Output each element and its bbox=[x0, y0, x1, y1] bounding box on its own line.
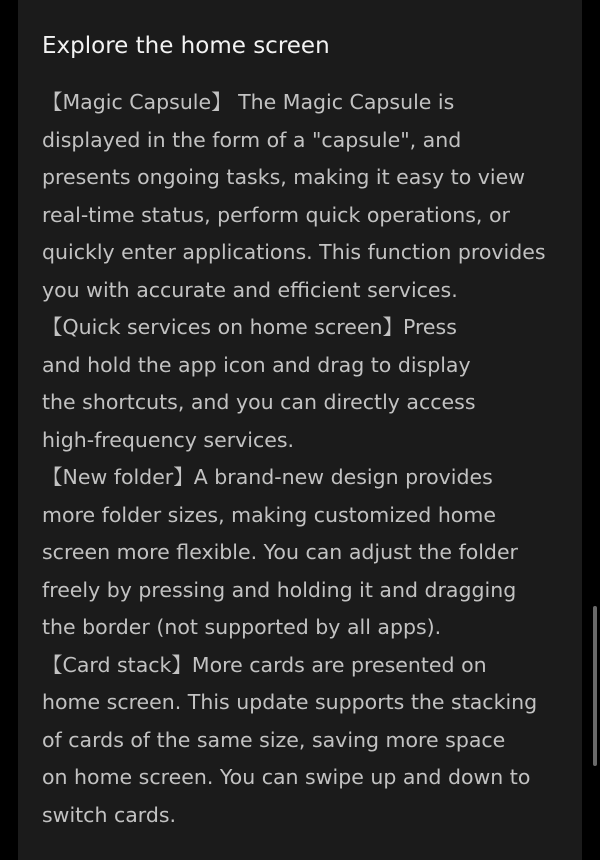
body-line: and hold the app icon and drag to display bbox=[42, 352, 471, 377]
body-line: home screen. This update supports the stacking bbox=[42, 690, 538, 714]
body-line: 【Quick services on home screen】Press bbox=[42, 315, 457, 339]
body-line: high-frequency services. bbox=[42, 427, 295, 452]
body-line: 【New folder】A brand-new design provides bbox=[42, 465, 493, 489]
body-line: 【Magic Capsule】 The Magic Capsule is bbox=[42, 90, 455, 114]
content-card bbox=[18, 0, 582, 860]
body-line: real-time status, perform quick operations, or bbox=[42, 202, 510, 227]
scrollbar-thumb[interactable] bbox=[593, 606, 597, 766]
body-line: on home screen. You can swipe up and down to bbox=[42, 765, 531, 789]
body-line: the shortcuts, and you can directly access bbox=[42, 390, 476, 414]
section-title: Explore the home screen bbox=[42, 33, 330, 59]
body-line: switch cards. bbox=[42, 802, 177, 827]
body-line: 【Card stack】More cards are presented on bbox=[42, 652, 487, 677]
body-line: of cards of the same size, saving more space bbox=[42, 727, 506, 752]
section-body bbox=[42, 84, 572, 834]
body-line: more folder sizes, making customized home bbox=[42, 502, 496, 527]
body-line: you with accurate and efficient services. bbox=[42, 277, 458, 302]
body-line: presents ongoing tasks, making it easy to view bbox=[42, 165, 525, 189]
body-line: quickly enter applications. This function provides bbox=[42, 240, 546, 264]
body-line: freely by pressing and holding it and dragging bbox=[42, 577, 517, 602]
body-line: the border (not supported by all apps). bbox=[42, 615, 442, 639]
body-line: displayed in the form of a "capsule", and bbox=[42, 127, 462, 152]
body-line: screen more flexible. You can adjust the folder bbox=[42, 540, 518, 564]
